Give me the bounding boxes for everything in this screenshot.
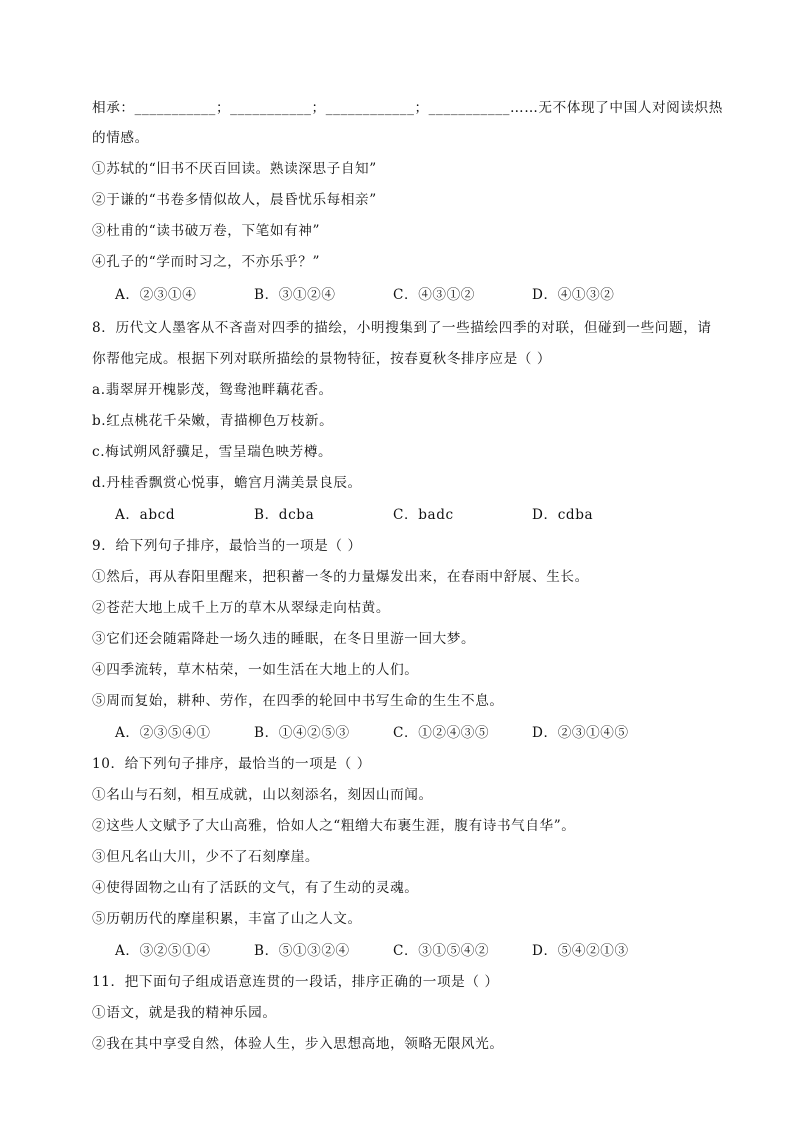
- q8-options: [115, 505, 593, 525]
- q8-item-d: d.丹桂香飘赏心悦事，蟾宫月满美景良辰。: [92, 475, 362, 491]
- q10-item-2: ②这些人文赋予了大山高雅，恰如人之“粗缯大布裹生涯，腹有诗书气自华”。: [92, 818, 576, 834]
- q10-stem: 10．给下列句子排序，最恰当的一项是（ ）: [92, 756, 371, 772]
- q11-item-2: ②我在其中享受自然，体验人生，步入思想高地，领略无限风光。: [92, 1036, 504, 1052]
- q7-item-4: ④孔子的“学而时习之，不亦乐乎？”: [92, 254, 321, 270]
- q10-option-b: B．⑤①③②④: [254, 943, 350, 959]
- q7-stem-line2: 的情感。: [92, 130, 149, 146]
- q10-option-a: A．③②⑤①④: [115, 943, 211, 959]
- q9-item-5: ⑤周而复始，耕种、劳作，在四季的轮回中书写生命的生生不息。: [92, 693, 504, 709]
- q8-stem-line1: 8．历代文人墨客从不吝啬对四季的描绘，小明搜集到了一些描绘四季的对联，但碰到一些问题，请: [92, 320, 712, 336]
- q10-item-5: ⑤历朝历代的摩崖积累，丰富了山之人文。: [92, 911, 362, 927]
- q9-item-3: ③它们还会随霜降赴一场久违的睡眠，在冬日里游一回大梦。: [92, 631, 476, 647]
- q7-item-1: ①苏轼的“旧书不厌百回读。熟读深思子自知”: [92, 161, 377, 177]
- q9-item-4: ④四季流转，草木枯荣，一如生活在大地上的人们。: [92, 662, 419, 678]
- q10-item-4: ④使得固物之山有了活跃的文气，有了生动的灵魂。: [92, 880, 419, 896]
- q7-option-d: D．④①③②: [532, 287, 615, 303]
- q9-option-a: A．②③⑤④①: [115, 725, 211, 741]
- q9-stem: 9．给下列句子排序，最恰当的一项是（ ）: [92, 538, 362, 554]
- q9-item-1: ①然后，再从春阳里醒来，把积蓄一冬的力量爆发出来，在春雨中舒展、生长。: [92, 569, 589, 585]
- q7-stem-line1: 相承：___________；___________；____________；___________……无不体现了中国人对阅读炽热: [92, 100, 723, 116]
- q7-item-2: ②于谦的“书卷多情似故人，晨昏忧乐每相亲”: [92, 192, 377, 208]
- q10-option-c: C．③①⑤④②: [393, 943, 490, 959]
- q7-item-3: ③杜甫的“读书破万卷，下笔如有神”: [92, 223, 321, 239]
- q9-option-b: B．①④②⑤③: [254, 725, 350, 741]
- q8-stem-line2: 你帮他完成。根据下列对联所描绘的景物特征，按春夏秋冬排序应是（ ）: [92, 351, 552, 367]
- q8-item-a: a.翡翠屏开槐影茂，鸳鸯池畔藕花香。: [92, 382, 333, 398]
- q10-options: [115, 941, 629, 961]
- q8-option-b: B．dcba: [254, 507, 315, 523]
- q8-option-a: A．abcd: [115, 507, 176, 523]
- q8-option-c: C．badc: [393, 507, 454, 523]
- q7-option-c: C．④③①②: [393, 287, 475, 303]
- q9-item-2: ②苍茫大地上成千上万的草木从翠绿走向枯黄。: [92, 600, 391, 616]
- q10-item-1: ①名山与石刻，相互成就，山以刻添名，刻因山而闻。: [92, 787, 433, 803]
- q8-item-b: b.红点桃花千朵嫩，青描柳色万枝新。: [92, 413, 334, 429]
- q10-item-3: ③但凡名山大川，少不了石刻摩崖。: [92, 849, 320, 865]
- q11-item-1: ①语文，就是我的精神乐园。: [92, 1005, 277, 1021]
- q7-options: [115, 285, 614, 305]
- q7-option-b: B．③①②④: [254, 287, 336, 303]
- q8-option-d: D．cdba: [532, 507, 594, 523]
- q8-item-c: c.梅试朔风舒骥足，雪呈瑞色映芳樽。: [92, 444, 333, 460]
- q9-option-c: C．①②④③⑤: [393, 725, 490, 741]
- q9-options: [115, 723, 629, 743]
- q10-option-d: D．⑤④②①③: [532, 943, 629, 959]
- q9-option-d: D．②③①④⑤: [532, 725, 629, 741]
- q11-stem: 11．把下面句子组成语意连贯的一段话，排序正确的一项是（ ）: [92, 974, 499, 990]
- q7-option-a: A．②③①④: [115, 287, 197, 303]
